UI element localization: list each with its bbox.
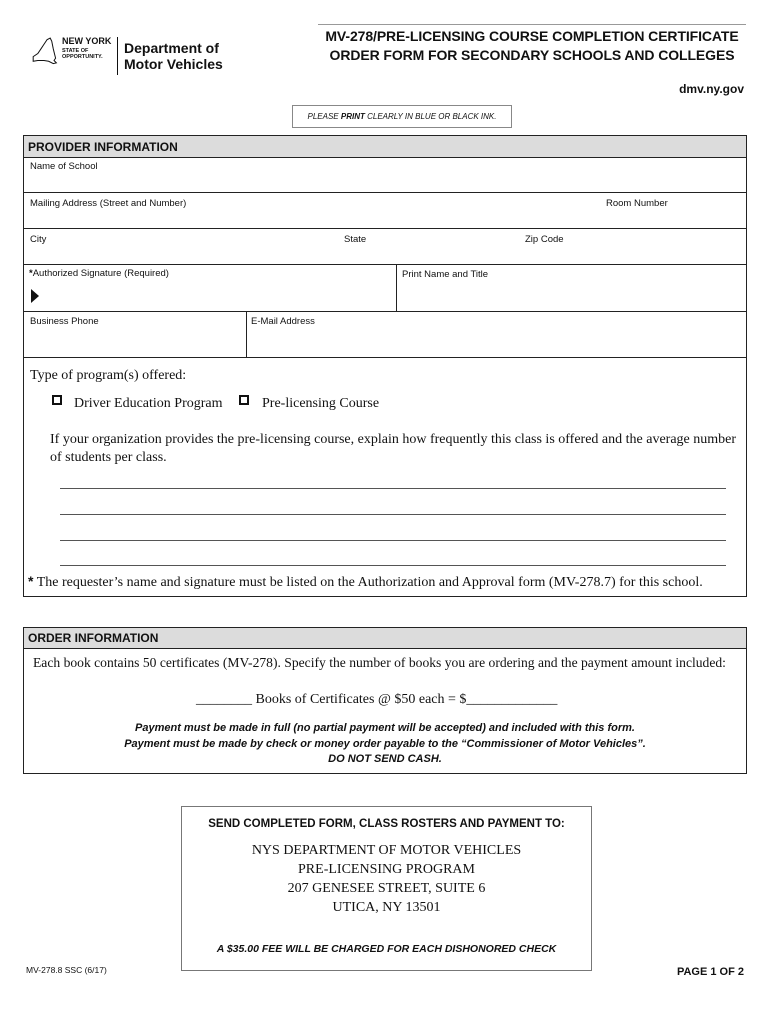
mailing-address-label: Mailing Address (Street and Number)	[30, 198, 187, 209]
logo-divider	[117, 37, 118, 75]
zip-label: Zip Code	[525, 234, 564, 245]
prelicensing-checkbox[interactable]	[239, 395, 249, 405]
logo-state-tagline: STATE OF OPPORTUNITY.	[62, 48, 103, 60]
page-number: PAGE 1 OF 2	[676, 966, 744, 978]
print-instruction: PLEASE PRINT CLEARLY IN BLUE OR BLACK INK.	[292, 105, 512, 128]
logo-department: Department of Motor Vehicles	[124, 40, 223, 72]
city-label: City	[30, 234, 47, 245]
form-title-line1: MV-278/PRE-LICENSING COURSE COMPLETION CERTIFICATE	[325, 28, 739, 44]
answer-line	[60, 540, 726, 541]
driver-ed-checkbox[interactable]	[52, 395, 62, 405]
books-of-certificates-line: ________ Books of Certificates @ $50 each = $_____________	[196, 692, 558, 707]
signature-label: *Authorized Signature (Required)	[29, 268, 169, 279]
driver-ed-label: Driver Education Program	[74, 396, 223, 411]
answer-line	[60, 488, 726, 489]
answer-line	[60, 514, 726, 515]
form-title-line2: ORDER FORM FOR SECONDARY SCHOOLS AND COLLEGES	[329, 47, 735, 63]
city-field[interactable]	[24, 229, 338, 264]
books-quantity-input[interactable]	[196, 690, 260, 708]
dishonored-check-fee: A $35.00 FEE WILL BE CHARGED FOR EACH DISHONORED CHECK	[216, 943, 557, 955]
payment-instruction-2: Payment must be made by check or money order payable to the “Commissioner of Motor Vehicles”.	[124, 738, 646, 750]
logo-state-name: NEW YORK	[62, 36, 112, 46]
payment-amount-input[interactable]	[462, 690, 557, 708]
website: dmv.ny.gov	[679, 82, 744, 96]
provider-heading: PROVIDER INFORMATION	[24, 136, 746, 158]
email-label: E-Mail Address	[251, 316, 315, 327]
program-type-label: Type of program(s) offered:	[30, 368, 187, 383]
state-field[interactable]	[340, 229, 518, 264]
signature-arrow-icon	[31, 289, 39, 303]
no-cash-notice: DO NOT SEND CASH.	[328, 753, 442, 765]
mailing-address: NYS DEPARTMENT OF MOTOR VEHICLES PRE-LICENSING PROGRAM 207 GENESEE STREET, SUITE 6 UTICA, NY 13501	[251, 843, 522, 915]
order-heading: ORDER INFORMATION	[24, 628, 746, 649]
explain-answer-field[interactable]	[60, 470, 726, 570]
school-name-field[interactable]	[24, 158, 746, 192]
state-label: State	[344, 234, 367, 245]
send-heading: SEND COMPLETED FORM, CLASS ROSTERS AND PAYMENT TO:	[208, 818, 565, 830]
print-name-label: Print Name and Title	[402, 269, 489, 280]
payment-instruction-1: Payment must be made in full (no partial payment will be accepted) and included with this form.	[135, 722, 635, 734]
prelicensing-label: Pre-licensing Course	[262, 396, 380, 411]
school-name-label: Name of School	[30, 161, 98, 172]
footnote: * The requester’s name and signature must be listed on the Authorization and Approval form (MV-278.7) for this school.	[28, 573, 703, 590]
explain-prompt: If your organization provides the pre-licensing course, explain how frequently this class is offered and the average number of students per class.	[50, 432, 737, 465]
email-field[interactable]	[247, 312, 746, 357]
form-id: MV-278.8 SSC (6/17)	[26, 965, 107, 975]
business-phone-label: Business Phone	[30, 316, 99, 327]
ny-state-outline-icon	[26, 35, 62, 69]
header-rule	[318, 24, 746, 25]
answer-line	[60, 565, 726, 566]
room-number-label: Room Number	[606, 198, 668, 209]
row-divider	[23, 357, 747, 358]
order-intro: Each book contains 50 certificates (MV-278). Specify the number of books you are ordering and the payment amount included:	[33, 655, 726, 670]
